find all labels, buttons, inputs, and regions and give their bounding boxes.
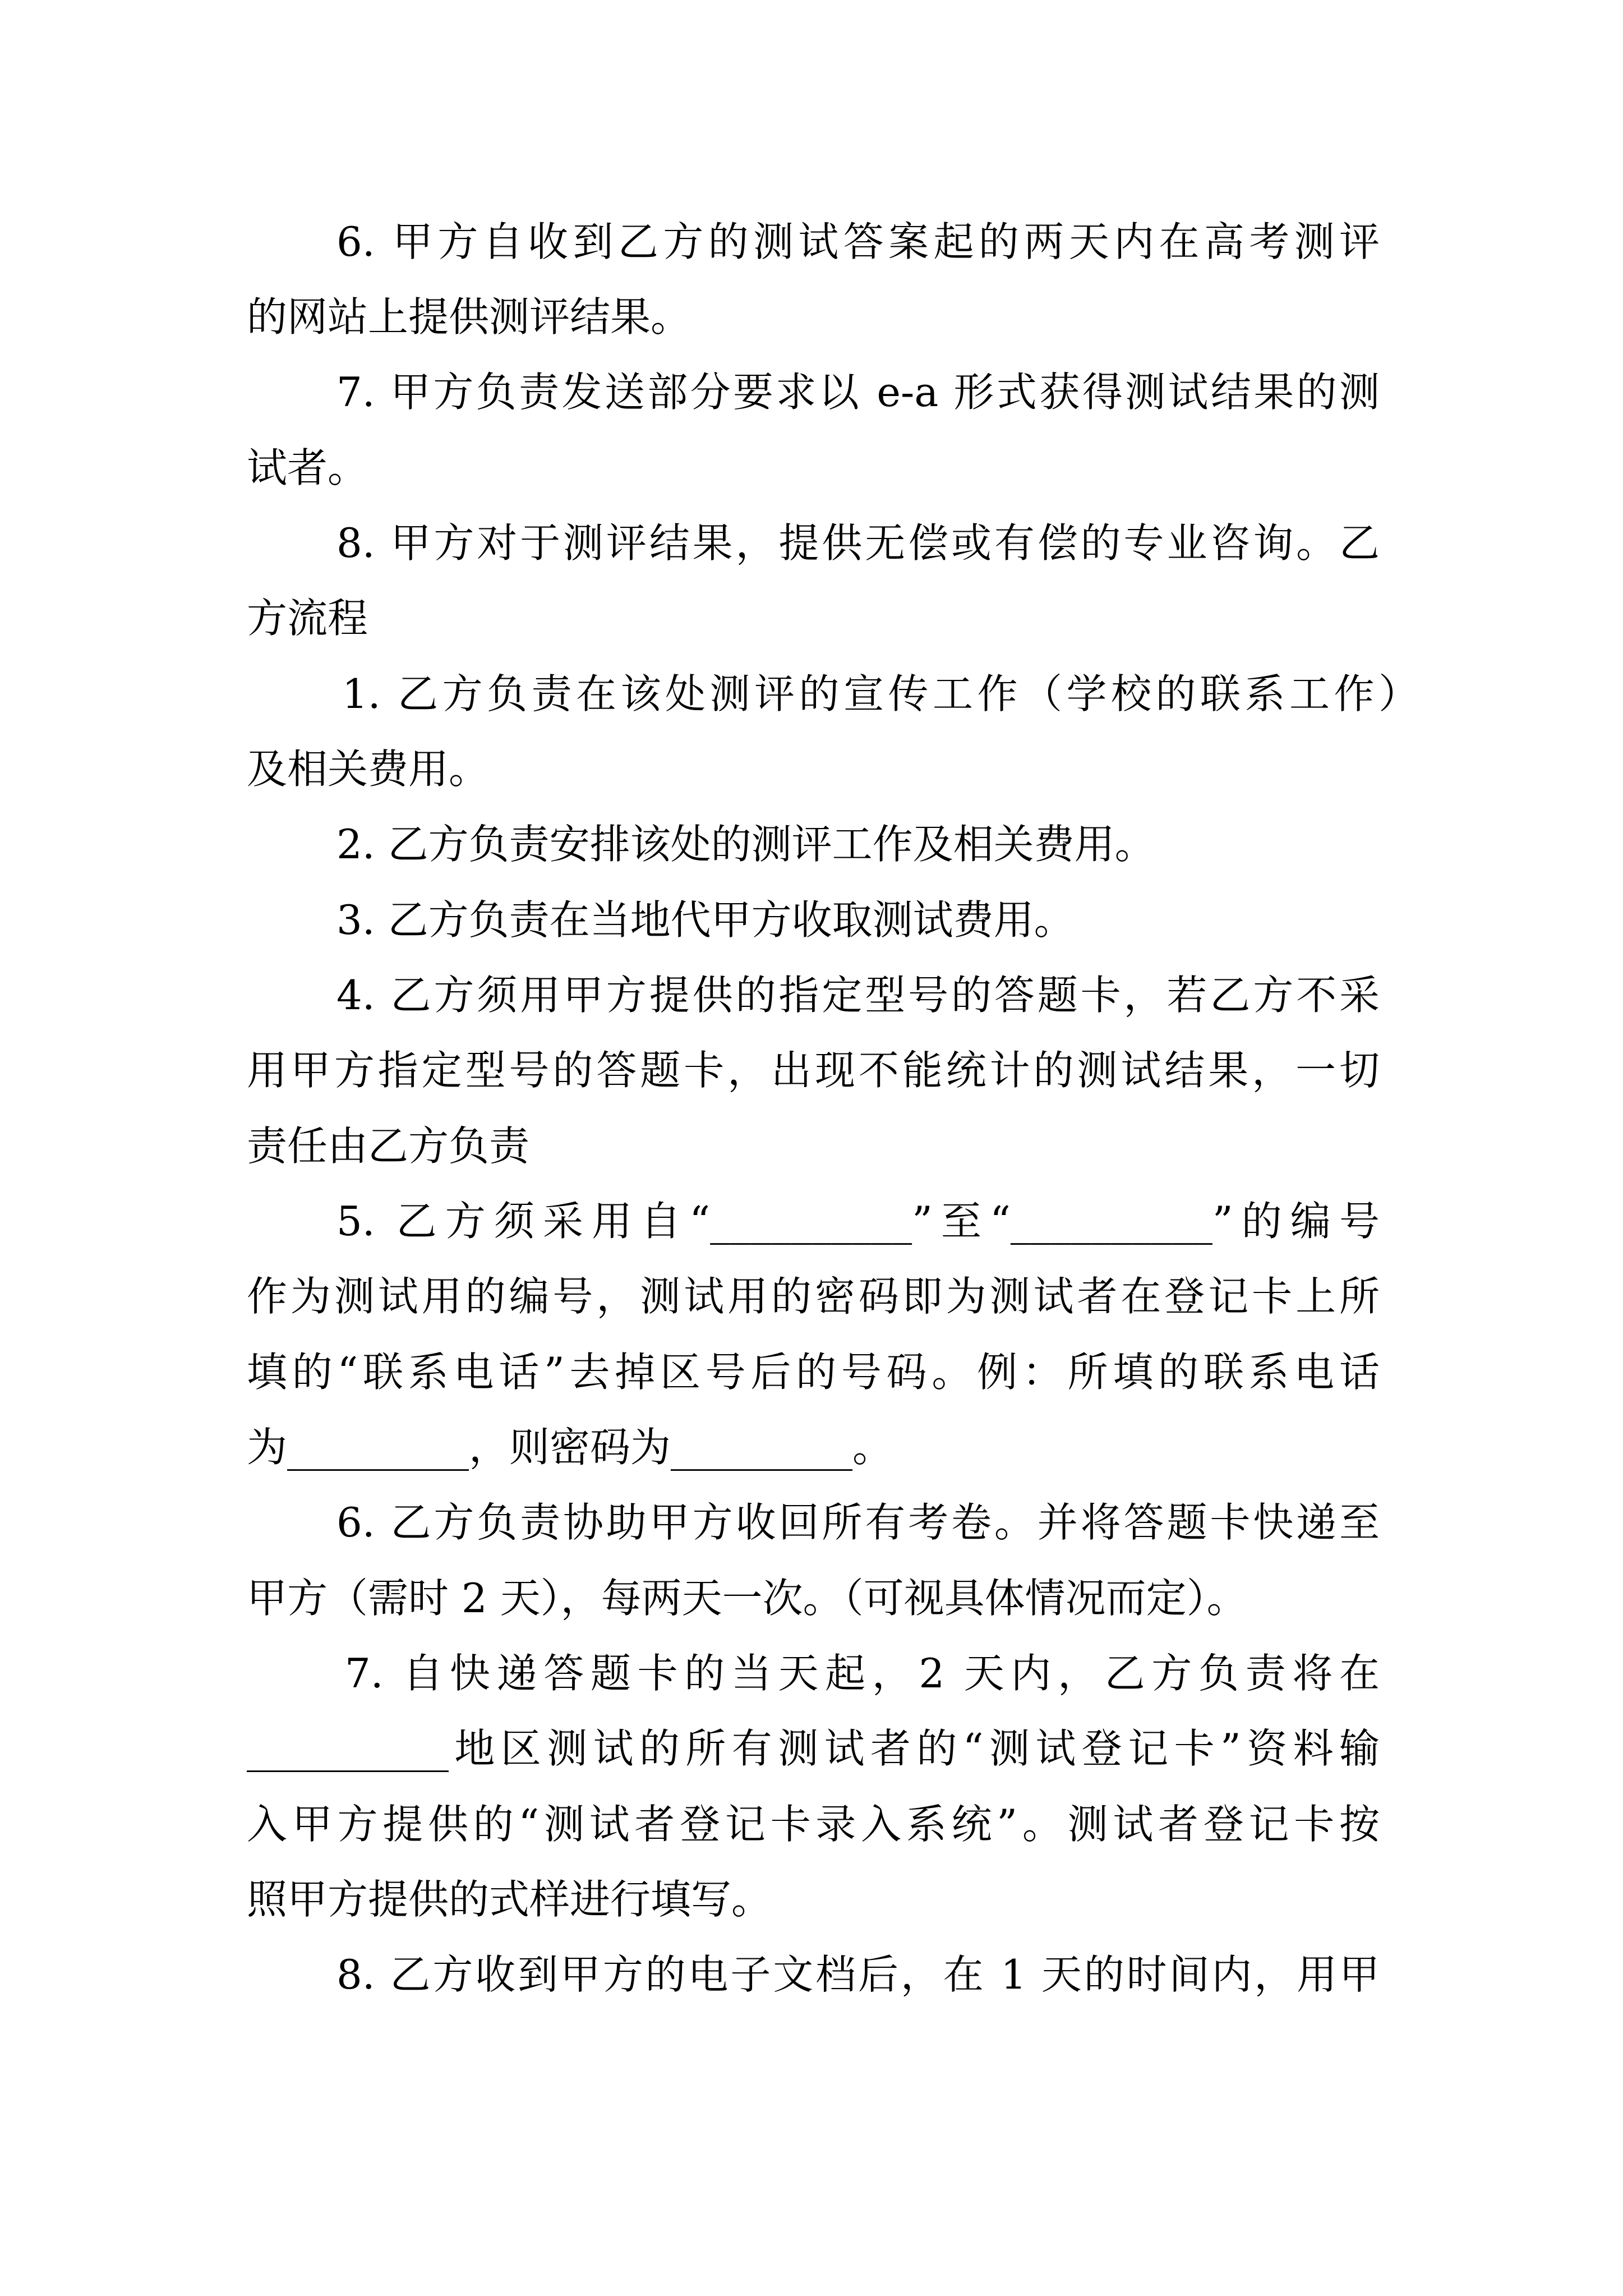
paragraph-line: 用甲方指定型号的答题卡，出现不能统计的测试结果，一切 [247, 1047, 1380, 1094]
paragraph-line: 2. 乙方负责安排该处的测评工作及相关费用。 [336, 821, 1155, 868]
paragraph-line: 试者。 [247, 444, 368, 491]
paragraph-line: 的网站上提供测评结果。 [247, 293, 691, 341]
paragraph-line: 4. 乙方须用甲方提供的指定型号的答题卡，若乙方不采 [336, 972, 1380, 1019]
paragraph-line: 及相关费用。 [247, 746, 490, 793]
paragraph-line: 照甲方提供的式样进行填写。 [247, 1876, 772, 1923]
paragraph-line: 责任由乙方负责 [247, 1122, 530, 1170]
paragraph-line: 5. 乙方须采用自“__________”至“__________”的编号 [336, 1198, 1380, 1245]
paragraph-line: 填的“联系电话”去掉区号后的号码。例：所填的联系电话 [247, 1349, 1380, 1396]
paragraph-line: 8. 乙方收到甲方的电子文档后，在 1 天的时间内，用甲 [336, 1951, 1380, 1998]
paragraph-line: 1. 乙方负责在该处测评的宣传工作（学校的联系工作） [342, 670, 1419, 717]
paragraph-line: 作为测试用的编号，测试用的密码即为测试者在登记卡上所 [247, 1273, 1380, 1320]
paragraph-line: 7. 甲方负责发送部分要求以 e-a 形式获得测试结果的测 [336, 369, 1380, 416]
paragraph-line: 7. 自快递答题卡的当天起，2 天内，乙方负责将在 [345, 1650, 1380, 1697]
paragraph-line: 方流程 [247, 595, 368, 642]
paragraph-line: 6. 甲方自收到乙方的测试答案起的两天内在高考测评 [336, 218, 1380, 265]
paragraph-line: 8. 甲方对于测评结果，提供无偿或有偿的专业咨询。乙 [336, 519, 1380, 567]
paragraph-line: 6. 乙方负责协助甲方收回所有考卷。并将答题卡快递至 [336, 1499, 1380, 1546]
paragraph-line: 为_________，则密码为_________。 [247, 1424, 893, 1471]
paragraph-line: 入甲方提供的“测试者登记卡录入系统”。测试者登记卡按 [247, 1801, 1380, 1848]
paragraph-line: __________地区测试的所有测试者的“测试登记卡”资料输 [247, 1725, 1380, 1772]
paragraph-line: 甲方（需时 2 天），每两天一次。（可视具体情况而定）。 [247, 1575, 1247, 1622]
paragraph-line: 3. 乙方负责在当地代甲方收取测试费用。 [336, 896, 1075, 944]
